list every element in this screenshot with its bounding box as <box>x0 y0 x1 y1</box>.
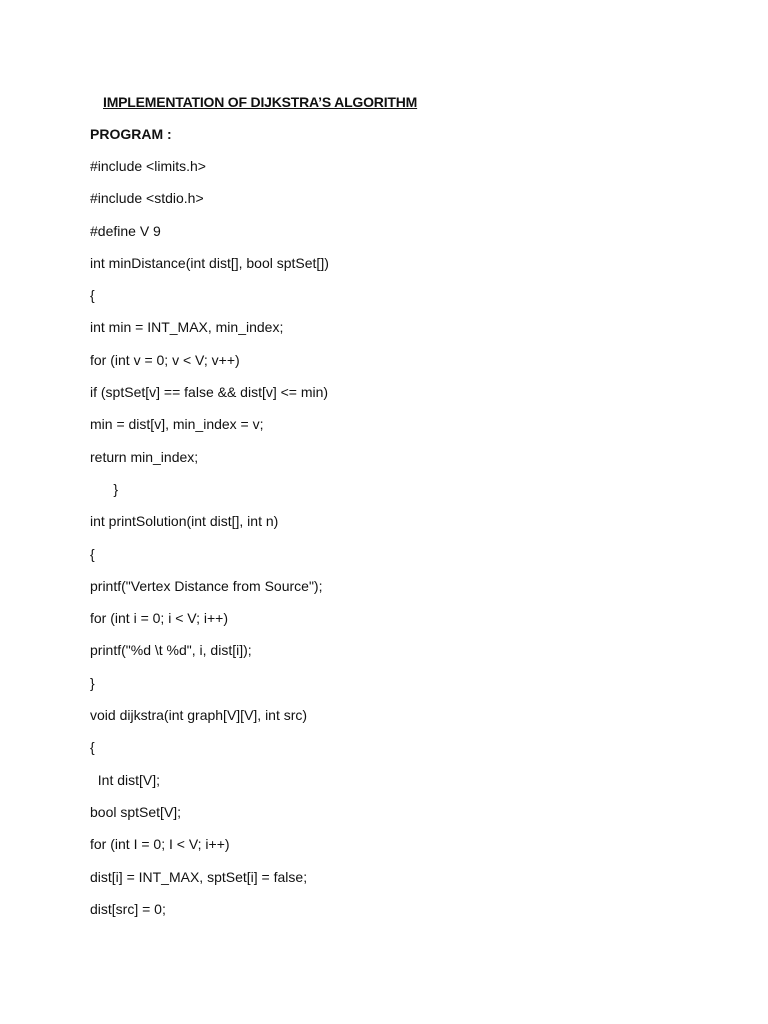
document-title: IMPLEMENTATION OF DIJKSTRA’S ALGORITHM <box>103 94 418 110</box>
code-line: dist[i] = INT_MAX, sptSet[i] = false; <box>90 868 308 885</box>
code-line: } <box>90 674 95 691</box>
code-line: } <box>90 480 119 497</box>
code-line: void dijkstra(int graph[V][V], int src) <box>90 707 308 724</box>
code-line: min = dist[v], min_index = v; <box>90 416 264 433</box>
code-line: printf("%d \t %d", i, dist[i]); <box>90 642 252 659</box>
code-line: printf("Vertex Distance from Source"); <box>90 577 323 594</box>
code-line: int minDistance(int dist[], bool sptSet[]) <box>90 254 329 271</box>
code-line: #include <stdio.h> <box>90 190 204 207</box>
code-line: #include <limits.h> <box>90 158 206 174</box>
code-line: { <box>90 287 95 304</box>
code-line: if (sptSet[v] == false && dist[v] <= min) <box>90 384 329 401</box>
code-listing <box>90 158 329 933</box>
code-line: Int dist[V]; <box>90 771 161 788</box>
code-line: for (int v = 0; v < V; v++) <box>90 351 240 368</box>
code-line: int printSolution(int dist[], int n) <box>90 513 279 530</box>
code-line: { <box>90 545 95 562</box>
code-line: int min = INT_MAX, min_index; <box>90 319 284 336</box>
code-line: return min_index; <box>90 448 199 465</box>
code-line: dist[src] = 0; <box>90 900 166 917</box>
code-line: { <box>90 739 95 756</box>
code-line: bool sptSet[V]; <box>90 803 182 820</box>
code-line: for (int i = 0; i < V; i++) <box>90 610 228 627</box>
code-line: for (int I = 0; I < V; i++) <box>90 836 230 853</box>
code-line: #define V 9 <box>90 222 161 239</box>
program-label: PROGRAM : <box>90 126 172 142</box>
